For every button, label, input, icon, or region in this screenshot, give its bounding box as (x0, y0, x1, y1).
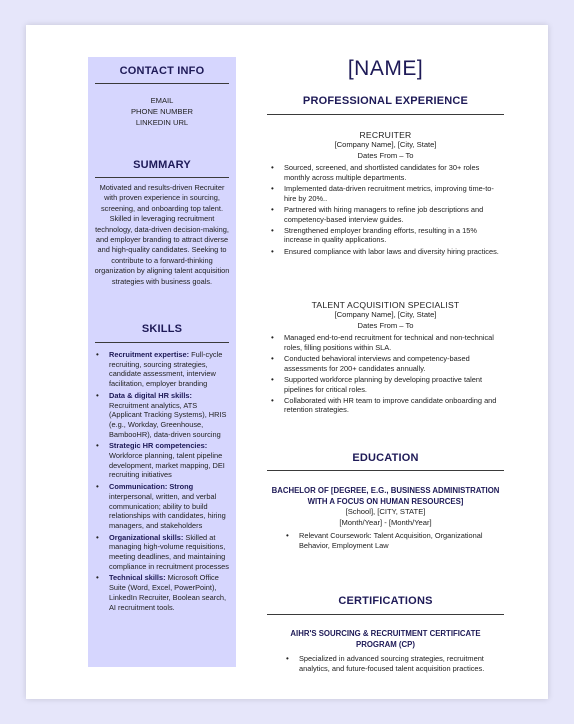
job-company: [Company Name], [City, State] (334, 140, 437, 149)
summary-divider (95, 177, 229, 178)
candidate-name: [NAME] (347, 57, 424, 80)
job-bullet: • Ensured compliance with labor laws and diversity hiring practices. (267, 247, 504, 257)
job-bullet: • Implemented data-driven recruitment metrics, improving time-to-hire by 20%.. (267, 184, 504, 203)
education-dates: [Month/Year] - [Month/Year] (339, 517, 432, 527)
education-bullets (267, 531, 504, 551)
job-recruiter (267, 130, 504, 258)
education-block (267, 486, 504, 551)
job-bullet: • Managed end-to-end recruitment for technical and non-technical roles, filling positions within SLA. (267, 333, 504, 352)
education-divider (267, 470, 504, 471)
contact-heading: CONTACT INFO (119, 65, 205, 77)
skill-item: • Technical skills: Microsoft Office Suite (Word, Excel, PowerPoint), LinkedIn Recruiter, Boolean search, AI recruitment tools. (88, 573, 236, 612)
job-bullet: • Sourced, screened, and shortlisted candidates for 30+ roles monthly across multiple departments. (267, 163, 504, 182)
education-bullet: • Relevant Coursework: Talent Acquisition, Organizational Behavior, Employment Law (267, 531, 504, 551)
certification-bullet: • Specialized in advanced sourcing strategies, recruitment analytics, and future-focused talent acquisition practices. (267, 654, 504, 674)
certification-block (267, 629, 504, 674)
skill-item: • Organizational skills: Skilled at managing high-volume requisitions, meeting deadlines, and maintaining compliance in recruitment processes (88, 533, 236, 572)
experience-heading: PROFESSIONAL EXPERIENCE (302, 95, 469, 107)
contact-phone: PHONE NUMBER (130, 107, 194, 116)
skill-item: • Recruitment expertise: Full-cycle recruiting, sourcing strategies, candidate assessment, interview facilitation, employer branding (88, 350, 236, 389)
skill-item: • Strategic HR competencies: Workforce planning, talent pipeline development, market mapping, DEI recruiting initiatives (88, 441, 236, 480)
contact-divider (95, 83, 229, 84)
job-bullets (267, 163, 504, 256)
main-column (267, 51, 504, 676)
job-company: [Company Name], [City, State] (334, 310, 437, 319)
job-talent-acquisition (267, 300, 504, 417)
job-title: RECRUITER (359, 130, 412, 140)
job-bullet: • Strengthened employer branding efforts, resulting in a 15% increase in quality applications. (267, 226, 504, 245)
sidebar (88, 57, 236, 667)
job-title: TALENT ACQUISITION SPECIALIST (311, 300, 460, 310)
contact-email: EMAIL (150, 96, 174, 105)
certifications-heading: CERTIFICATIONS (338, 595, 433, 607)
education-heading: EDUCATION (352, 452, 419, 464)
skills-divider (95, 342, 229, 343)
skills-heading: SKILLS (141, 323, 183, 335)
education-degree: BACHELOR OF [DEGREE, E.G., BUSINESS ADMINISTRATION WITH A FOCUS ON HUMAN RESOURCES] (271, 486, 500, 506)
skills-list (88, 350, 236, 614)
skill-item: • Data & digital HR skills: Recruitment analytics, ATS (Applicant Tracking Systems), HRIS (e.g., Workday, Greenhouse, BambooHR), data-driven sourcing (88, 391, 236, 440)
contact-block (88, 95, 236, 128)
certifications-divider (267, 614, 504, 615)
resume-page (26, 25, 548, 699)
certification-bullets (267, 654, 504, 674)
job-dates: Dates From – To (357, 150, 414, 160)
education-school: [School], [CITY, STATE] (345, 507, 426, 516)
experience-divider (267, 114, 504, 115)
contact-linkedin: LINKEDIN URL (135, 118, 189, 127)
certification-name: AIHR'S SOURCING & RECRUITMENT CERTIFICATE PROGRAM (CP) (290, 629, 481, 649)
job-bullet: • Conducted behavioral interviews and competency-based assessments for 200+ candidates annually. (267, 354, 504, 373)
job-bullet: • Collaborated with HR team to improve candidate onboarding and retention strategies. (267, 396, 504, 415)
job-bullets (267, 333, 504, 415)
summary-heading: SUMMARY (133, 159, 191, 171)
job-dates: Dates From – To (357, 320, 414, 330)
job-bullet: • Supported workforce planning by developing proactive talent pipelines for critical roles. (267, 375, 504, 394)
skill-item: • Communication: Strong interpersonal, written, and verbal communication; ability to build relationships with candidates, hiring managers, and stakeholders (88, 482, 236, 531)
job-bullet: • Partnered with hiring managers to refine job descriptions and competency-based interview guides. (267, 205, 504, 224)
summary-text: Motivated and results-driven Recruiter with proven experience in sourcing, screening, and onboarding top talent. Skilled in leveraging recruitment technology, data-driven decision-making, and employer branding to attract diverse and high-quality candidates. Seeking to contribute to a forward-thinking organization by aligning talent acquisition strategies with business goals. (94, 183, 230, 286)
